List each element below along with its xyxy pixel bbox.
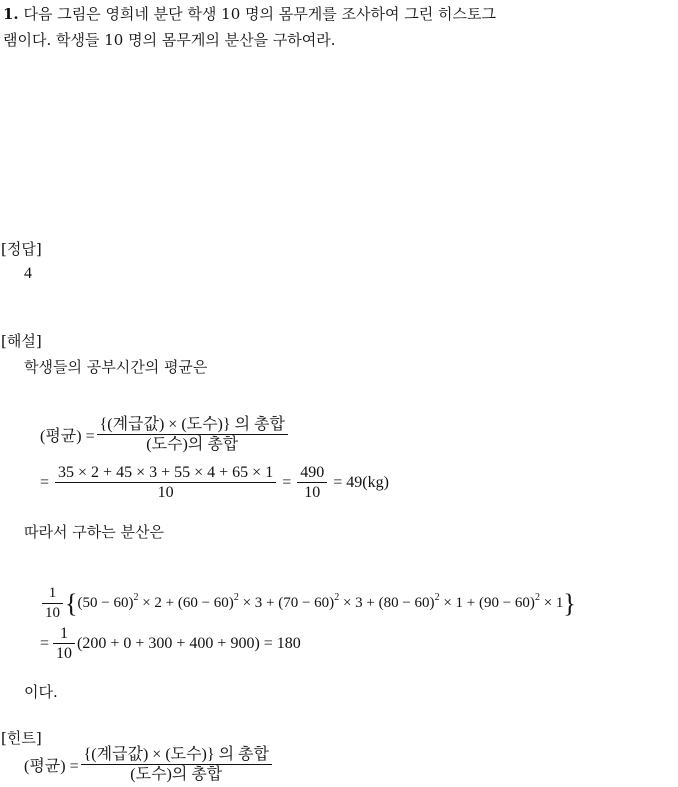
question-line-1	[3, 3, 496, 24]
ratio-denominator: 10	[304, 484, 321, 501]
hint-lhs: (평균) =	[24, 758, 79, 775]
mean-denominator: (도수)의 총합	[146, 436, 239, 453]
answer-value: 4	[24, 265, 32, 282]
calc-eq-sign-2: =	[282, 473, 292, 491]
brace-open: {	[65, 588, 78, 618]
mean-result: = 49(kg)	[333, 473, 389, 491]
sum-coef-numerator: 1	[53, 624, 75, 644]
explanation-label: [해설]	[1, 332, 42, 350]
question-text-1: 다음 그림은 영희네 분단 학생 10 명의 몸무게를 조사하여 그린 히스토그	[23, 5, 496, 23]
variance-coef-numerator: 1	[42, 584, 63, 604]
variance-formula	[40, 584, 576, 623]
hint-denominator: (도수)의 총합	[130, 766, 223, 783]
variance-coef-denominator: 10	[45, 605, 60, 621]
calc-fraction	[55, 463, 276, 502]
mean-calculation	[40, 463, 389, 502]
hint-label: [힌트]	[1, 729, 42, 747]
question-text-2: 램이다. 학생들 10 명의 몸무게의 분산을 구하여라.	[3, 31, 336, 49]
answer-label: [정답]	[1, 240, 42, 258]
brace-close: }	[563, 588, 576, 618]
mean-formula	[40, 415, 290, 454]
hint-fraction	[81, 745, 272, 784]
mean-lhs: (평균) =	[40, 428, 95, 445]
calc-numerator: 35 × 2 + 45 × 3 + 55 × 4 + 65 × 1	[55, 463, 276, 483]
variance-coefficient	[42, 584, 63, 623]
sum-expression: (200 + 0 + 300 + 400 + 900) = 180	[77, 634, 301, 652]
sum-coefficient	[53, 624, 75, 663]
question-number: 1.	[3, 5, 19, 23]
conclusion-text: 이다.	[24, 683, 58, 701]
sum-coef-denominator: 10	[56, 645, 73, 662]
mean-fraction	[97, 415, 288, 454]
therefore-text: 따라서 구하는 분산은	[24, 523, 164, 541]
hint-numerator: {(계급값) × (도수)} 의 총합	[81, 745, 272, 765]
sum-eq-sign: =	[40, 634, 50, 652]
explanation-intro: 학생들의 공부시간의 평균은	[24, 358, 208, 376]
calc-denominator: 10	[157, 484, 174, 501]
mean-numerator: {(계급값) × (도수)} 의 총합	[97, 415, 288, 435]
ratio-numerator: 490	[297, 463, 327, 483]
hint-formula	[24, 745, 274, 784]
variance-sum	[40, 624, 301, 663]
variance-terms: $(50 - 60)^2 \times 2 + (60 - 60)^2 \times 3 + (70 - 60)^2 \times 3 + (80 - 60)^2 \times 1 + (90 - 60)^2 \times 1$	[77, 592, 564, 611]
ratio-fraction	[297, 463, 327, 502]
calc-eq-sign: =	[40, 473, 50, 491]
